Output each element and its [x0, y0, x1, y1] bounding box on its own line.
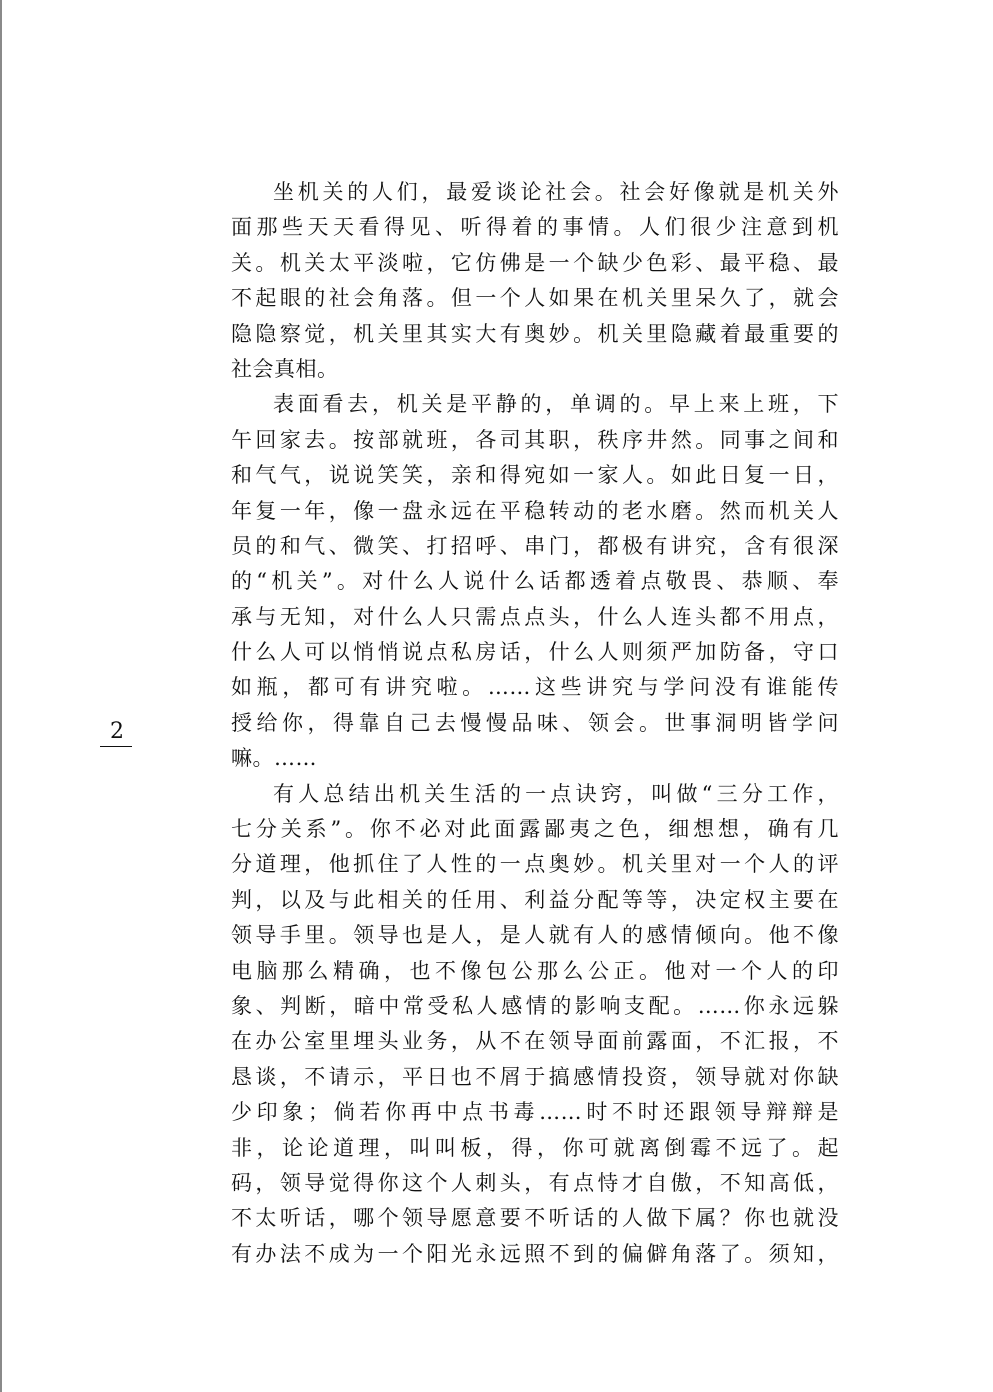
body-text [231, 175, 839, 1272]
text-line: 午回家去。按部就班，各司其职，秩序井然。同事之间和 [231, 427, 839, 452]
text-line: 承与无知，对什么人只需点点头，什么人连头都不用点， [231, 604, 839, 629]
text-line: 电脑那么精确，也不像包公那么公正。他对一个人的印 [231, 958, 839, 983]
text-line: 隐隐察觉，机关里其实大有奥妙。机关里隐藏着最重要的 [231, 321, 839, 346]
page-number: 2 [110, 719, 124, 744]
text-line: 领导手里。领导也是人，是人就有人的感情倾向。他不像 [231, 923, 839, 948]
text-line: 如瓶，都可有讲究啦。……这些讲究与学问没有谁能传 [231, 675, 839, 700]
page-number-rule [100, 746, 132, 747]
text-line: 非，论论道理，叫叫板，得，你可就离倒霉不远了。起 [231, 1135, 839, 1160]
text-line: 年复一年，像一盘永远在平稳转动的老水磨。然而机关人 [231, 498, 839, 523]
page-left-edge [0, 0, 2, 1392]
text-line: 和气气，说说笑笑，亲和得宛如一家人。如此日复一日， [231, 463, 839, 488]
text-line: 什么人可以悄悄说点私房话，什么人则须严加防备，守口 [231, 640, 839, 665]
text-line: 象、判断，暗中常受私人感情的影响支配。……你永远躲 [231, 993, 839, 1018]
text-line: 恳谈，不请示，平日也不屑于搞感情投资，领导就对你缺 [231, 1064, 839, 1089]
text-line: 在办公室里埋头业务，从不在领导面前露面，不汇报，不 [231, 1029, 839, 1054]
text-line: 表面看去，机关是平静的，单调的。早上来上班，下 [273, 392, 839, 417]
text-line: 少印象；倘若你再中点书毒……时不时还跟领导辩辩是 [231, 1100, 839, 1125]
text-line: 码，领导觉得你这个人刺头，有点恃才自傲，不知高低， [231, 1170, 839, 1195]
text-line: 分道理，他抓住了人性的一点奥妙。机关里对一个人的评 [231, 852, 839, 877]
text-line: 不起眼的社会角落。但一个人如果在机关里呆久了，就会 [231, 286, 839, 311]
text-line: 七分关系”。你不必对此面露鄙夷之色，细想想，确有几 [231, 817, 839, 842]
text-line: 授给你，得靠自己去慢慢品味、领会。世事洞明皆学问 [231, 710, 839, 735]
text-line: 坐机关的人们，最爱谈论社会。社会好像就是机关外 [273, 180, 839, 204]
text-line: 嘛。…… [231, 746, 317, 771]
text-line: 判，以及与此相关的任用、利益分配等等，决定权主要在 [231, 887, 839, 912]
text-line: 不太听话，哪个领导愿意要不听话的人做下属？你也就没 [231, 1206, 839, 1231]
text-line: 关。机关太平淡啦，它仿佛是一个缺少色彩、最平稳、最 [231, 250, 839, 275]
text-line: 有人总结出机关生活的一点诀窍，叫做“三分工作， [273, 781, 839, 806]
text-line: 面那些天天看得见、听得着的事情。人们很少注意到机 [231, 215, 839, 240]
text-line: 员的和气、微笑、打招呼、串门，都极有讲究，含有很深 [231, 533, 839, 558]
text-line: 的“机关”。对什么人说什么话都透着点敬畏、恭顺、奉 [231, 569, 839, 594]
text-line: 社会真相。 [231, 356, 339, 381]
text-line: 有办法不成为一个阳光永远照不到的偏僻角落了。须知， [231, 1241, 839, 1266]
